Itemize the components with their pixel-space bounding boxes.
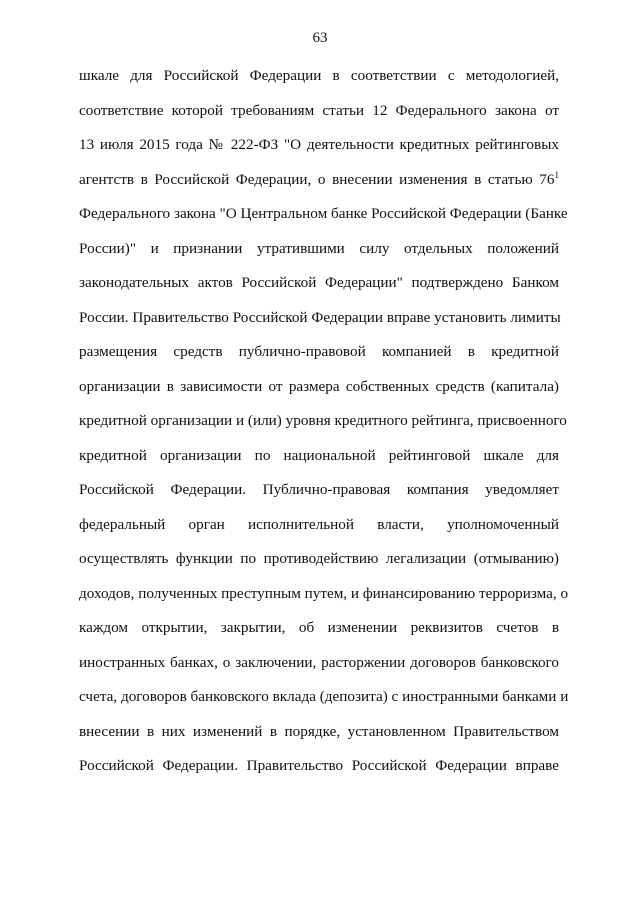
text-line: иностранных банках, о заключении, расторжении договоров банковского [79,653,559,671]
text-line: каждом открытии, закрытии, об изменении реквизитов счетов в [79,619,559,636]
text-line: Федерального закона "О Центральном банке Российской Федерации (Банке [79,205,568,222]
text-line: внесении в них изменений в порядке, установленном Правительством [79,722,559,740]
page-number: 63 [312,30,328,46]
text-line: доходов, полученных преступным путем, и финансированию терроризма, о [79,584,569,602]
text-line: соответствие которой требованиям статьи 12 Федерального закона от [79,101,559,119]
text-line-with-footnote [79,169,559,204]
document-body [79,65,569,790]
text-line: осуществлять функции по противодействию легализации (отмыванию) [79,550,559,567]
footnote-marker: 1 [554,169,559,180]
text-line: кредитной организации и (или) уровня кредитного рейтинга, присвоенного [79,412,567,429]
text-line-content: агентств в Российской Федерации, о внесении изменения в статью 76 [79,170,555,188]
text-line: кредитной организации по национальной рейтинговой шкале для [79,446,559,464]
text-line: законодательных актов Российской Федерации" подтверждено Банком [79,274,559,291]
text-line: федеральный орган исполнительной власти, уполномоченный [79,515,559,533]
text-line: Российской Федерации. Правительство Российской Федерации вправе [79,757,559,774]
text-line: Российской Федерации. Публично-правовая компания уведомляет [79,481,559,498]
text-line: России)" и признании утратившими силу отдельных положений [79,239,559,257]
text-line: размещения средств публично-правовой компанией в кредитной [79,343,559,360]
text-line: России. Правительство Российской Федерации вправе установить лимиты [79,308,561,326]
text-line: счета, договоров банковского вклада (депозита) с иностранными банками и [79,688,569,705]
text-line: организации в зависимости от размера собственных средств (капитала) [79,377,559,395]
text-line: шкале для Российской Федерации в соответствии с методологией, [79,67,559,84]
text-line: 13 июля 2015 года № 222-ФЗ "О деятельности кредитных рейтинговых [79,136,559,153]
